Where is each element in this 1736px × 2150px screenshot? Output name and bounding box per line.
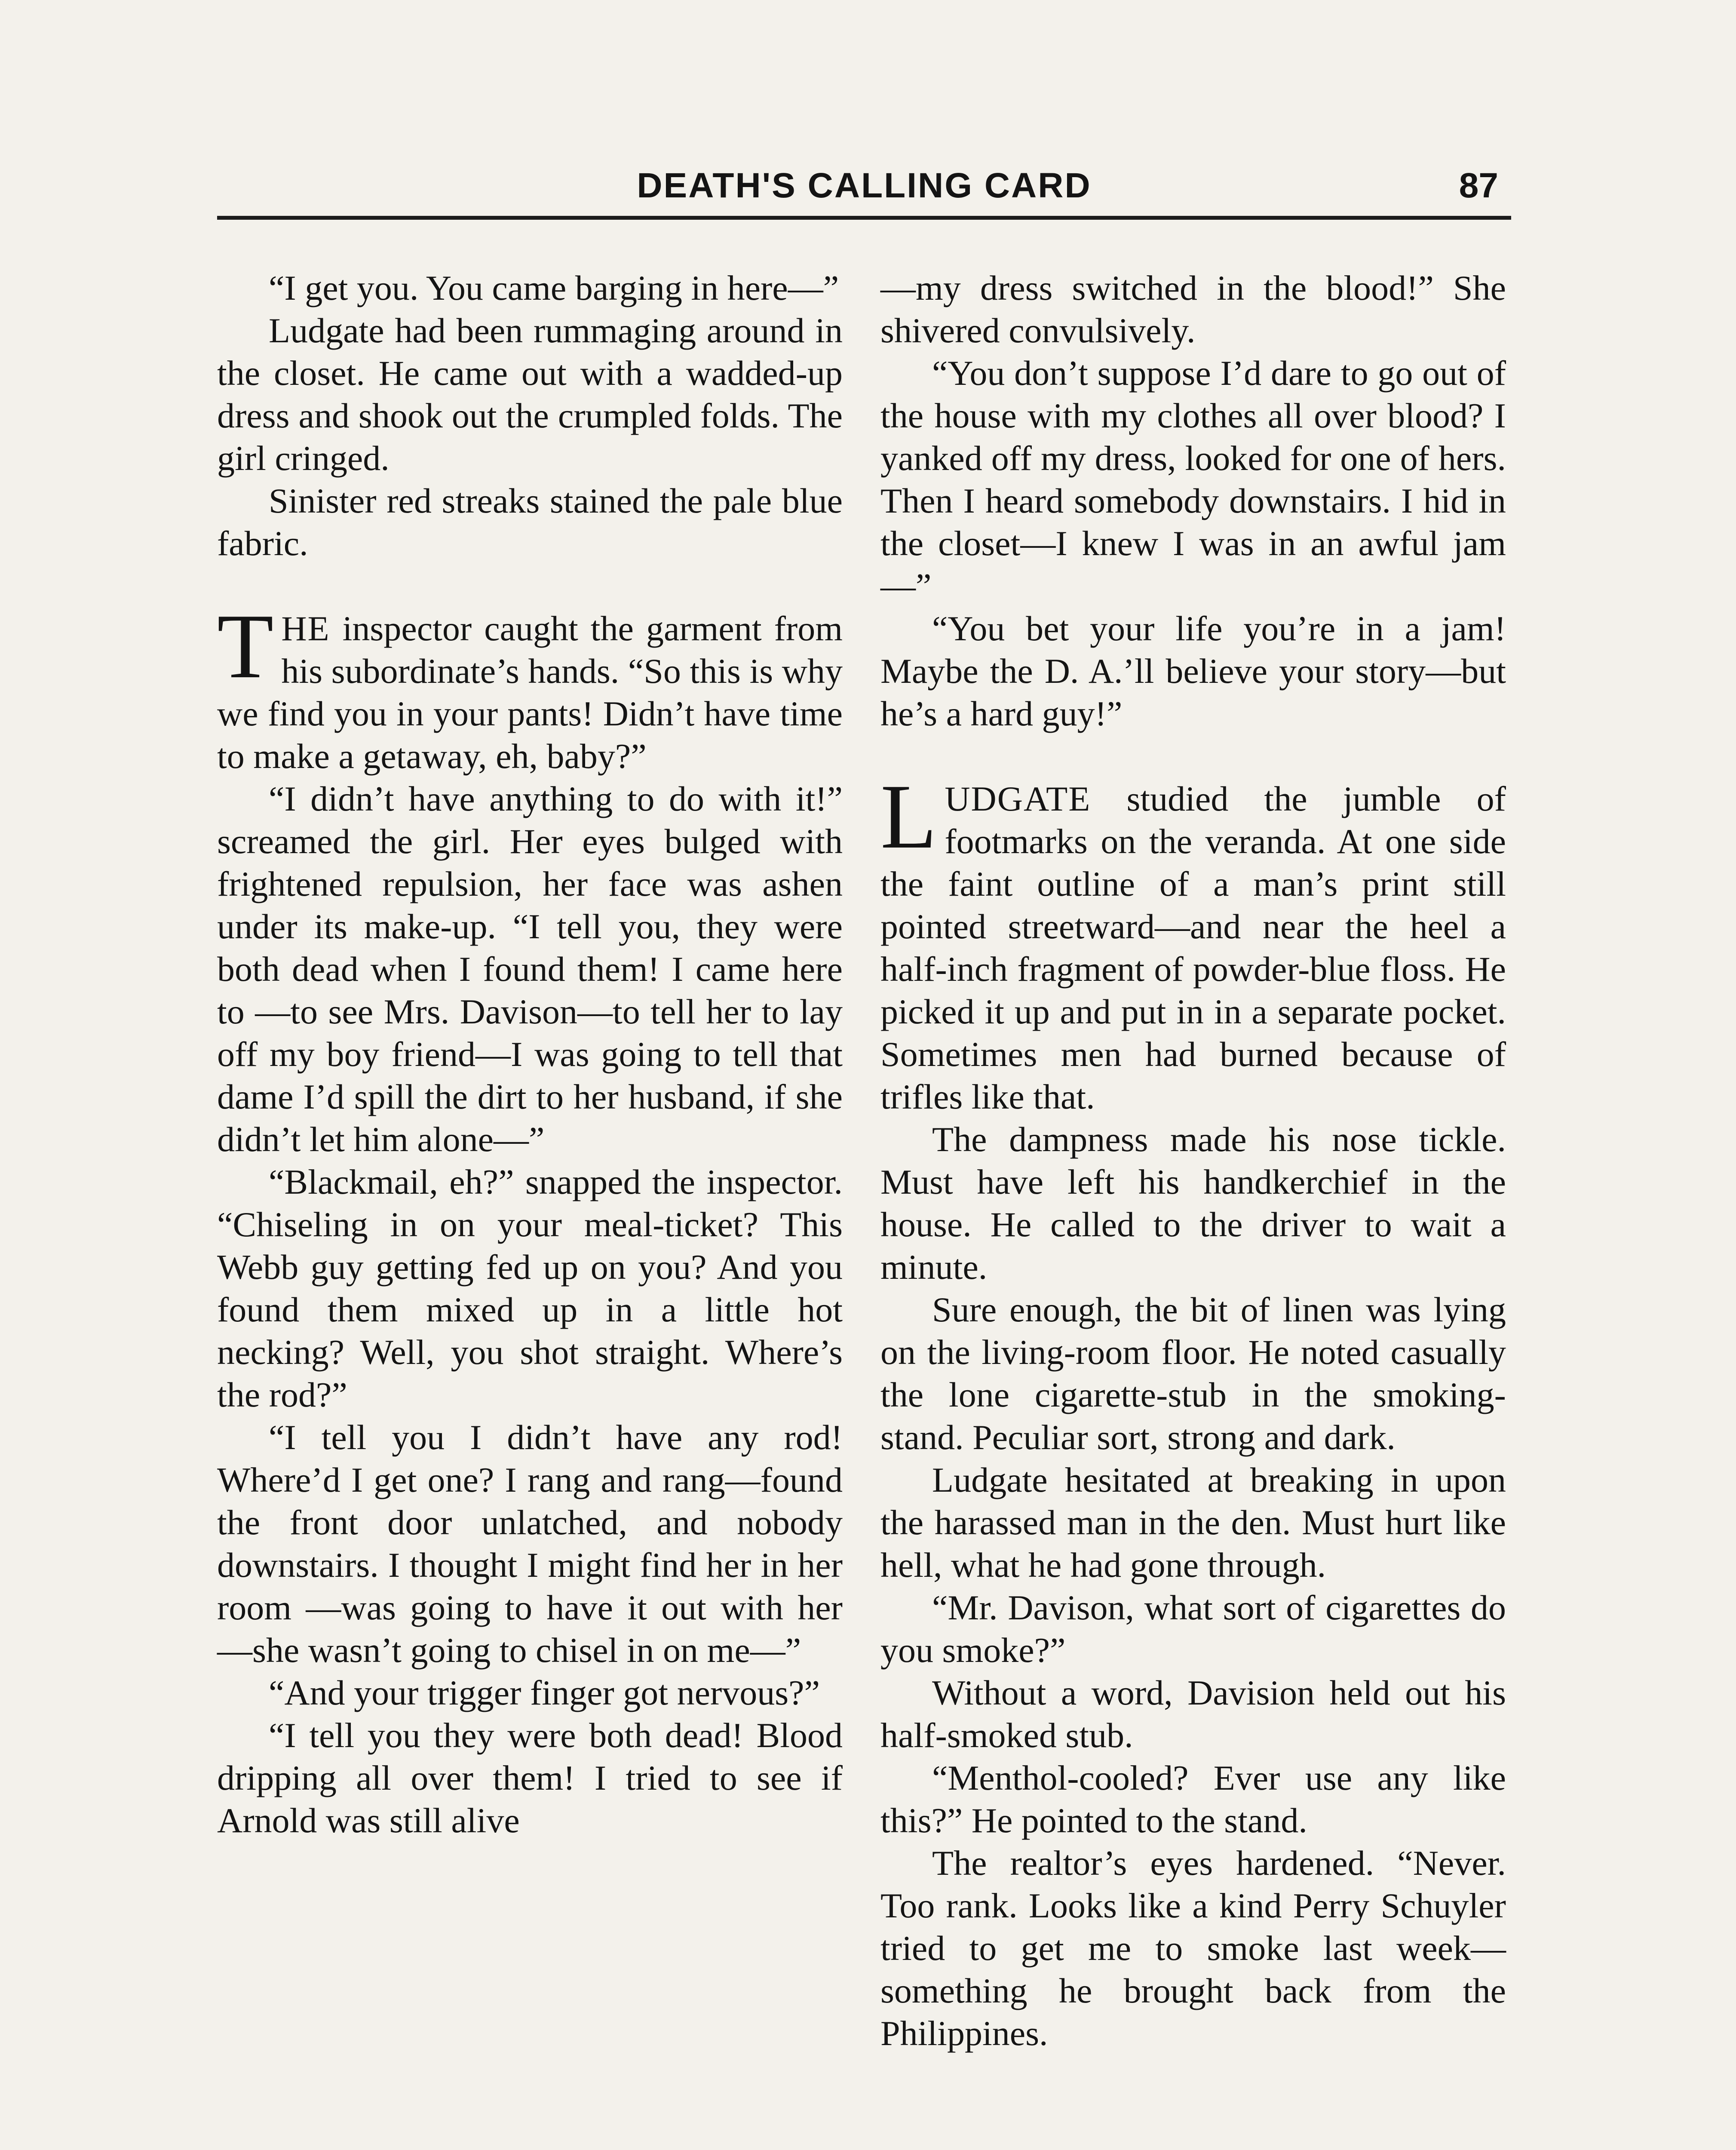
- paragraph: “I tell you I didn’t have any rod! Where’d I get one? I rang and rang—found the front door unlatched, and nobody downstairs. I thought I might find her in her room —was going to have it out with her —she wasn’t going to chisel in on me—”: [217, 1418, 843, 1670]
- small-caps-lead: UDGATE: [945, 779, 1091, 818]
- paragraph: Sure enough, the bit of linen was lying on the living-room floor. He noted casually the lone cigarette-stub in the smoking-stand. Peculiar sort, strong and dark.: [880, 1290, 1506, 1457]
- paragraph-text: inspector caught the garment from his subordinate’s hands. “So this is why we find you in your pants! Didn’t have time to make a getaway, eh, baby?”: [217, 609, 843, 776]
- paragraph: “I get you. You came barging in here—”: [269, 268, 839, 307]
- paragraph: “You don’t suppose I’d dare to go out of the house with my clothes all over blood? I yanked off my dress, looked for one of hers. Then I heard somebody downstairs. I hid in the closet—I knew I was in an awful jam—”: [880, 353, 1506, 605]
- section-paragraph: [217, 595, 843, 777]
- left-column: [217, 267, 843, 1842]
- paragraph: “Blackmail, eh?” snapped the inspector. “Chiseling in on your meal-ticket? This Webb guy getting fed up on you? And you found them mixed up in a little hot necking? Well, you shot straight. Where’s the rod?”: [217, 1162, 843, 1414]
- paragraph-text: studied the jumble of footmarks on the veranda. At one side the faint outline of a man’s print still pointed streetward—and near the heel a half-inch fragment of powder-blue floss. He picked it up and put in in a separate pocket. Sometimes men had burned because of trifles like that.: [880, 779, 1506, 1116]
- paragraph: Ludgate had been rummaging around in the closet. He came out with a wadded-up dress and shook out the crumpled folds. The girl cringed.: [217, 311, 843, 478]
- right-column: [880, 267, 1506, 2055]
- running-title: DEATH'S CALLING CARD: [637, 166, 1092, 205]
- paragraph: “And your trigger finger got nervous?”: [269, 1673, 820, 1712]
- header-rule: [217, 216, 1511, 220]
- paragraph: “You bet your life you’re in a jam! Maybe the D. A.’ll believe your story—but he’s a hard guy!”: [880, 609, 1506, 733]
- paragraph: The realtor’s eyes hardened. “Never. Too rank. Looks like a kind Perry Schuyler tried to get me to smoke last week—something he brought back from the Philippines.: [880, 1843, 1506, 2053]
- drop-cap: L: [880, 765, 937, 868]
- paragraph: Sinister red streaks stained the pale blue fabric.: [217, 481, 843, 563]
- small-caps-lead: HE: [281, 609, 330, 648]
- paragraph: “Mr. Davison, what sort of cigarettes do you smoke?”: [880, 1588, 1506, 1670]
- page-number: 87: [1459, 166, 1498, 205]
- paragraph: Ludgate hesitated at breaking in upon the harassed man in the den. Must hurt like hell, what he had gone through.: [880, 1460, 1506, 1585]
- drop-cap: T: [217, 595, 274, 697]
- paragraph: “I tell you they were both dead! Blood dripping all over them! I tried to see if Arnold was still alive: [217, 1716, 843, 1840]
- section-paragraph: [880, 765, 1506, 1118]
- paragraph: Without a word, Davision held out his half-smoked stub.: [880, 1673, 1506, 1755]
- paragraph: —my dress switched in the blood!” She shivered convulsively.: [880, 268, 1506, 350]
- running-header: [217, 166, 1511, 213]
- paragraph: “Menthol-cooled? Ever use any like this?” He pointed to the stand.: [880, 1758, 1506, 1840]
- paragraph: “I didn’t have anything to do with it!” screamed the girl. Her eyes bulged with frightened repulsion, her face was ashen under its make-up. “I tell you, they were both dead when I found them! I came here to —to see Mrs. Davison—to tell her to lay off my boy friend—I was going to tell that dame I’d spill the dirt to her husband, if she didn’t let him alone—”: [217, 779, 843, 1159]
- paragraph: The dampness made his nose tickle. Must have left his handkerchief in the house. He called to the driver to wait a minute.: [880, 1120, 1506, 1287]
